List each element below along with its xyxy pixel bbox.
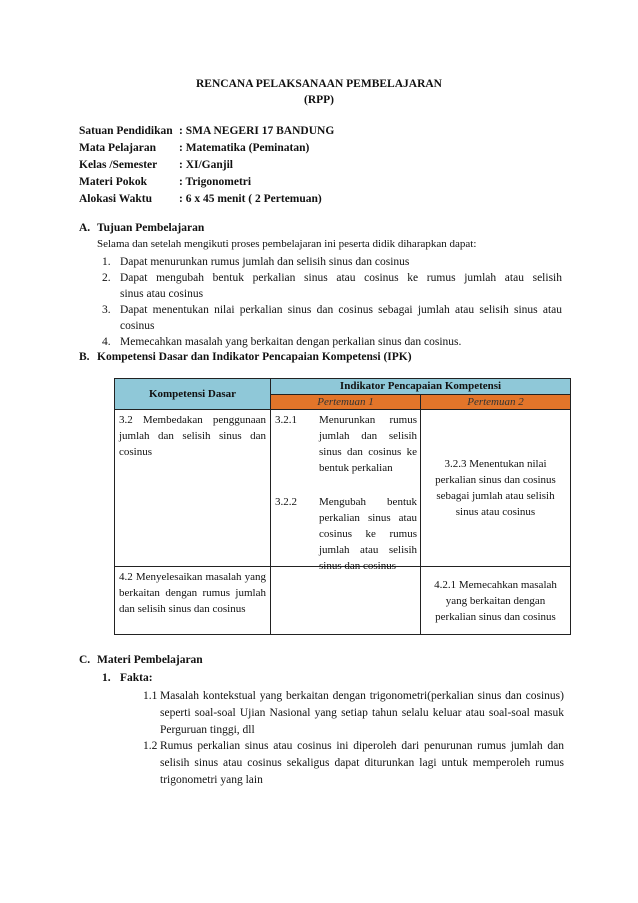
list-item bbox=[102, 302, 562, 334]
list-item bbox=[102, 254, 562, 270]
list-item-number: 1.2 bbox=[143, 740, 158, 752]
subsection-heading bbox=[102, 672, 302, 688]
section-a-heading bbox=[79, 222, 479, 238]
list-item-text: Dapat menurunkan rumus jumlah dan selisih sinus dan cosinus bbox=[120, 256, 410, 268]
section-number: C. bbox=[79, 654, 91, 666]
section-number: B. bbox=[79, 351, 90, 363]
indicator-text: 3.2.3 Menentukan nilai perkalian sinus dan cosinus sebagai jumlah atau selisih sinus atau cosinus bbox=[435, 458, 556, 518]
table-header-ipk: Indikator Pencapaian Kompetensi bbox=[271, 379, 571, 395]
table-cell-kd bbox=[115, 410, 271, 567]
list-item-text: Dapat menentukan nilai perkalian sinus dan cosinus sebagai jumlah atau selisih sinus atau bbox=[120, 304, 562, 316]
identity-label: Materi Pokok bbox=[79, 176, 148, 188]
kd-text: 4.2 Menyelesaikan masalah yang berkaitan dengan rumus jumlah dan selisih sinus dan cosinus bbox=[119, 571, 266, 615]
list-item-number: 1. bbox=[102, 256, 111, 268]
list-item-text: Masalah kontekstual yang berkaitan dengan trigonometri(perkalian sinus dan cosinus) seperti soal-soal Ujian Nasional yang setiap tahun selalu keluar atau soal-soal masuk Perguruan tinggi, dll bbox=[160, 690, 564, 736]
list-item bbox=[102, 270, 562, 302]
list-item-text: Rumus perkalian sinus atau cosinus ini diperoleh dari penurunan rumus jumlah dan selisih sinus atau cosinus sekaligus dapat diturunkan lagi untuk memperoleh rumus trigonometri yang lain bbox=[160, 740, 564, 786]
section-b-heading bbox=[79, 351, 539, 367]
section-title: Kompetensi Dasar dan Indikator Pencapaian Kompetensi (IPK) bbox=[97, 351, 412, 363]
indicator-number: 3.2.2 bbox=[275, 496, 297, 508]
table-header-pertemuan-1: Pertemuan 1 bbox=[271, 395, 421, 410]
indicator-number: 3.2.1 bbox=[275, 414, 297, 426]
list-item-number: 4. bbox=[102, 336, 111, 348]
indicator-text: Mengubah bentuk perkalian sinus atau cosinus ke rumus jumlah atau selisih sinus dan cosinus bbox=[319, 496, 417, 572]
indicator-item bbox=[275, 412, 416, 494]
list-item-text: Dapat mengubah bentuk perkalian sinus atau cosinus ke rumus jumlah atau selisih bbox=[120, 272, 562, 284]
section-c-heading bbox=[79, 654, 479, 670]
table-cell-pertemuan-2 bbox=[421, 567, 571, 635]
list-item-text-continued: cosinus bbox=[120, 320, 155, 332]
table-cell-kd bbox=[115, 567, 271, 635]
section-title: Tujuan Pembelajaran bbox=[97, 222, 205, 234]
identity-value: : SMA NEGERI 17 BANDUNG bbox=[179, 125, 335, 137]
list-item bbox=[143, 688, 564, 740]
competency-table bbox=[114, 378, 571, 635]
identity-label: Alokasi Waktu bbox=[79, 193, 152, 205]
section-number: A. bbox=[79, 222, 91, 234]
identity-value: : Matematika (Peminatan) bbox=[179, 142, 310, 154]
indicator-text: 4.2.1 Memecahkan masalah yang berkaitan dengan perkalian sinus dan cosinus bbox=[434, 578, 557, 623]
identity-label: Mata Pelajaran bbox=[79, 142, 156, 154]
table-cell-pertemuan-1 bbox=[271, 567, 421, 635]
table-header-pertemuan-2: Pertemuan 2 bbox=[421, 395, 571, 410]
list-item-number: 1.1 bbox=[143, 690, 158, 702]
indicator-item bbox=[275, 494, 417, 572]
table-cell-pertemuan-2 bbox=[421, 410, 571, 567]
table-row bbox=[115, 410, 571, 567]
table-header-kd: Kompetensi Dasar bbox=[115, 379, 271, 410]
kd-text: 3.2 Membedakan penggunaan jumlah dan selisih sinus dan cosinus bbox=[119, 414, 266, 458]
table-cell-pertemuan-1 bbox=[271, 410, 421, 572]
identity-label: Kelas /Semester bbox=[79, 159, 158, 171]
identity-value: : Trigonometri bbox=[179, 176, 252, 188]
section-a-intro: Selama dan setelah mengikuti proses pembelajaran ini peserta didik diharapkan dapat: bbox=[97, 238, 477, 250]
indicator-text: Menurunkan rumus jumlah dan selisih sinus dan cosinus ke bentuk perkalian bbox=[319, 414, 417, 474]
list-item-text: Memecahkan masalah yang berkaitan dengan perkalian sinus dan cosinus. bbox=[120, 336, 462, 348]
subsection-number: 1. bbox=[102, 672, 111, 684]
document-title: RENCANA PELAKSANAAN PEMBELAJARAN bbox=[196, 78, 442, 90]
subsection-title: Fakta: bbox=[120, 672, 153, 684]
list-item bbox=[143, 738, 564, 790]
list-item bbox=[102, 334, 562, 350]
list-item-number: 2. bbox=[102, 272, 111, 284]
list-item-text-continued: sinus atau cosinus bbox=[120, 288, 204, 300]
identity-label: Satuan Pendidikan bbox=[79, 125, 173, 137]
identity-value: : 6 x 45 menit ( 2 Pertemuan) bbox=[179, 193, 322, 205]
section-title: Materi Pembelajaran bbox=[97, 654, 203, 666]
list-item-number: 3. bbox=[102, 304, 111, 316]
identity-value: : XI/Ganjil bbox=[179, 159, 233, 171]
document-subtitle: (RPP) bbox=[303, 94, 334, 106]
table-row bbox=[115, 567, 571, 635]
